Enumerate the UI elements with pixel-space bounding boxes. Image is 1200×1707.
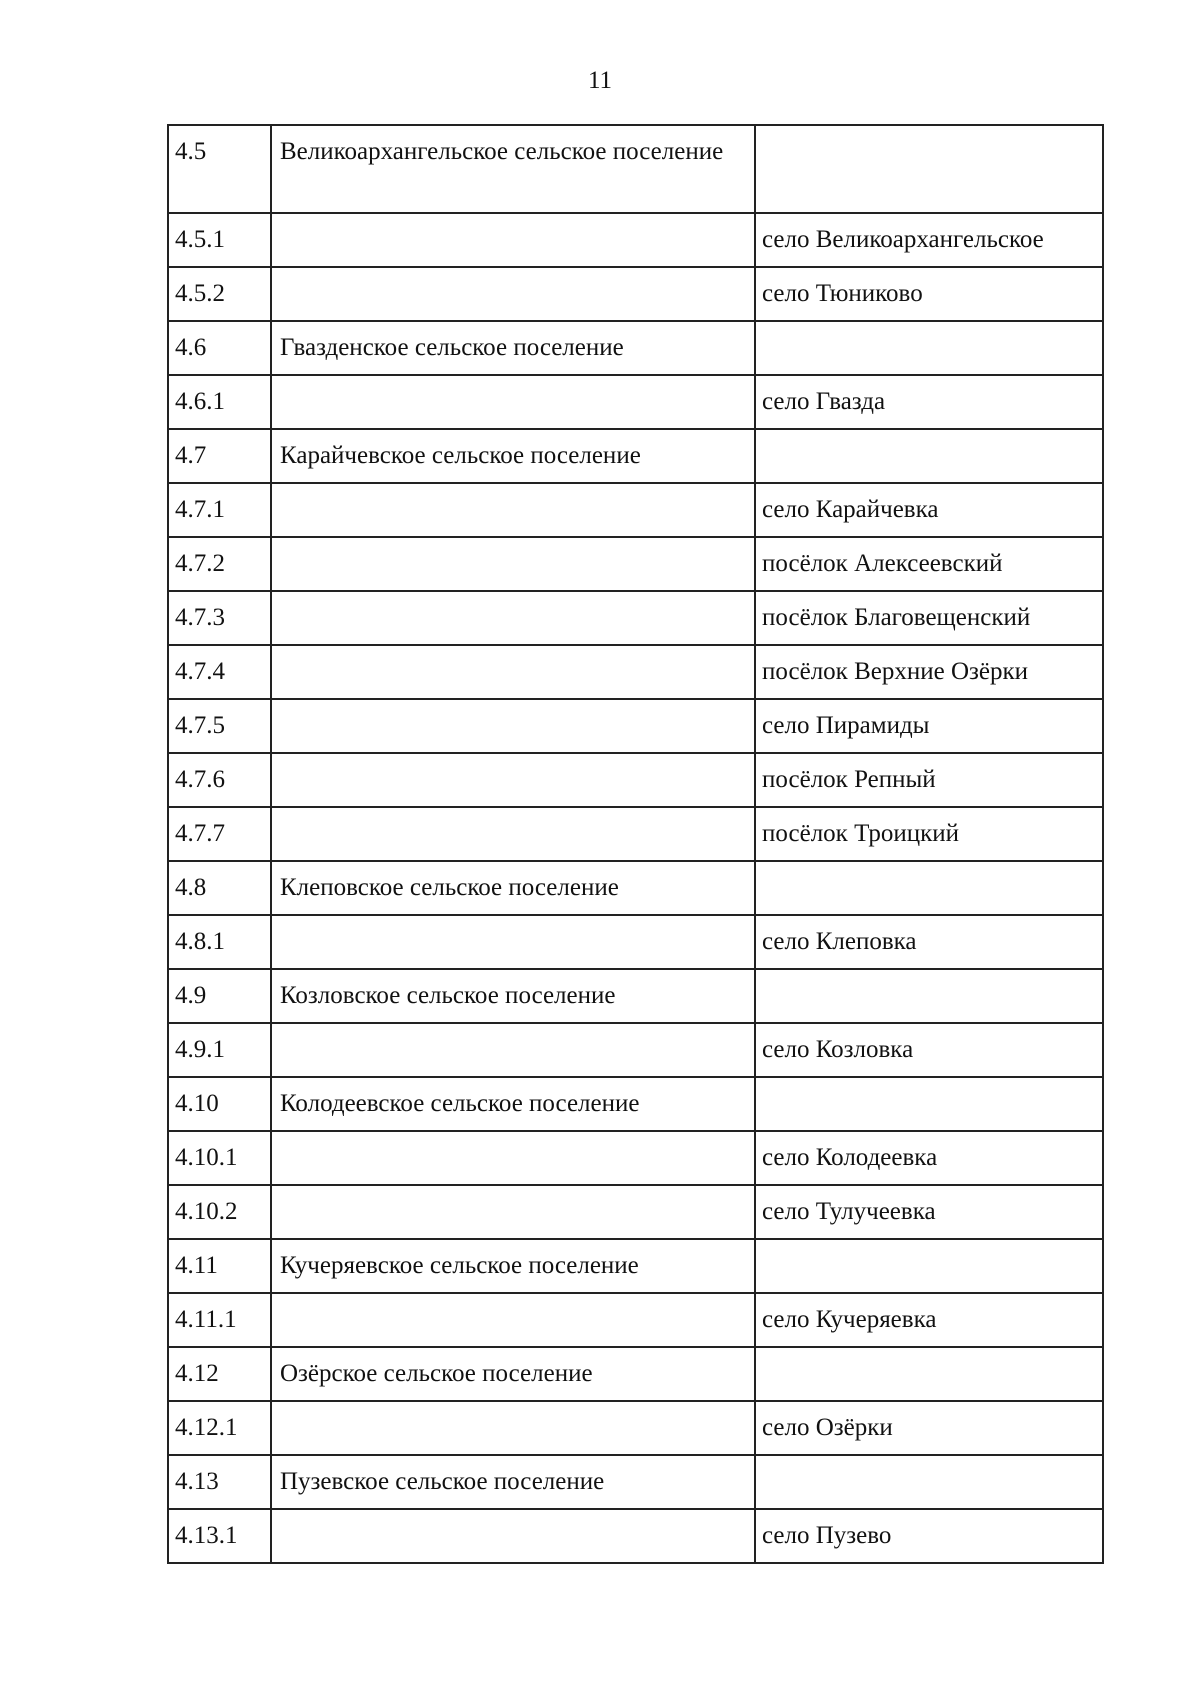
table-row [168, 1293, 1103, 1347]
locality-cell: посёлок Благовещенский [755, 591, 1103, 645]
locality-cell [755, 1347, 1103, 1401]
settlement-name-cell [271, 1185, 755, 1239]
row-number-cell: 4.8.1 [168, 915, 271, 969]
table-row [168, 699, 1103, 753]
locality-cell: село Кучеряевка [755, 1293, 1103, 1347]
table-row [168, 321, 1103, 375]
settlement-name-cell [271, 1401, 755, 1455]
locality-cell: село Тулучеевка [755, 1185, 1103, 1239]
settlement-name-cell [271, 753, 755, 807]
locality-cell: село Тюниково [755, 267, 1103, 321]
table-body [168, 125, 1103, 1563]
locality-cell: село Клеповка [755, 915, 1103, 969]
row-number-cell: 4.8 [168, 861, 271, 915]
settlement-name-cell [271, 483, 755, 537]
table-row [168, 1455, 1103, 1509]
row-number-cell: 4.12 [168, 1347, 271, 1401]
locality-cell [755, 861, 1103, 915]
settlement-name-cell [271, 699, 755, 753]
locality-cell [755, 429, 1103, 483]
row-number-cell: 4.7.6 [168, 753, 271, 807]
table-row [168, 483, 1103, 537]
table-row [168, 969, 1103, 1023]
settlement-name-cell [271, 915, 755, 969]
locality-cell: посёлок Алексеевский [755, 537, 1103, 591]
row-number-cell: 4.9.1 [168, 1023, 271, 1077]
settlement-name-cell [271, 267, 755, 321]
table-row [168, 1185, 1103, 1239]
locality-cell: село Гвазда [755, 375, 1103, 429]
row-number-cell: 4.6 [168, 321, 271, 375]
settlement-name-cell [271, 213, 755, 267]
table-row [168, 1131, 1103, 1185]
table-row [168, 1023, 1103, 1077]
row-number-cell: 4.12.1 [168, 1401, 271, 1455]
row-number-cell: 4.7.1 [168, 483, 271, 537]
table-row [168, 1347, 1103, 1401]
table-row [168, 915, 1103, 969]
locality-cell: посёлок Троицкий [755, 807, 1103, 861]
table-row [168, 1239, 1103, 1293]
locality-cell [755, 1455, 1103, 1509]
row-number-cell: 4.7.5 [168, 699, 271, 753]
row-number-cell: 4.7.4 [168, 645, 271, 699]
row-number-cell: 4.11.1 [168, 1293, 271, 1347]
locality-cell [755, 321, 1103, 375]
row-number-cell: 4.10 [168, 1077, 271, 1131]
row-number-cell: 4.10.2 [168, 1185, 271, 1239]
settlement-name-cell [271, 1293, 755, 1347]
table-row [168, 429, 1103, 483]
settlement-name-cell: Колодеевское сельское поселение [271, 1077, 755, 1131]
locality-cell: село Козловка [755, 1023, 1103, 1077]
table-row [168, 1509, 1103, 1563]
row-number-cell: 4.5.1 [168, 213, 271, 267]
table-row [168, 1401, 1103, 1455]
row-number-cell: 4.13.1 [168, 1509, 271, 1563]
settlement-name-cell: Великоархангельское сельское поселение [271, 125, 755, 213]
settlement-name-cell: Карайчевское сельское поселение [271, 429, 755, 483]
table-row [168, 807, 1103, 861]
settlement-name-cell [271, 645, 755, 699]
settlement-name-cell [271, 537, 755, 591]
row-number-cell: 4.9 [168, 969, 271, 1023]
locality-cell [755, 125, 1103, 213]
settlements-table [167, 124, 1104, 1564]
table-row [168, 375, 1103, 429]
locality-cell: село Озёрки [755, 1401, 1103, 1455]
row-number-cell: 4.6.1 [168, 375, 271, 429]
page-number: 11 [587, 67, 613, 94]
row-number-cell: 4.7 [168, 429, 271, 483]
settlement-name-cell: Клеповское сельское поселение [271, 861, 755, 915]
locality-cell: село Колодеевка [755, 1131, 1103, 1185]
table-row [168, 591, 1103, 645]
locality-cell: село Пузево [755, 1509, 1103, 1563]
locality-cell: село Пирамиды [755, 699, 1103, 753]
settlement-name-cell: Кучеряевское сельское поселение [271, 1239, 755, 1293]
row-number-cell: 4.13 [168, 1455, 271, 1509]
locality-cell: село Карайчевка [755, 483, 1103, 537]
settlement-name-cell: Озёрское сельское поселение [271, 1347, 755, 1401]
settlement-name-cell [271, 1509, 755, 1563]
settlement-name-cell [271, 807, 755, 861]
row-number-cell: 4.7.7 [168, 807, 271, 861]
locality-cell [755, 1239, 1103, 1293]
locality-cell: посёлок Верхние Озёрки [755, 645, 1103, 699]
settlement-name-cell [271, 1131, 755, 1185]
table-row [168, 645, 1103, 699]
locality-cell: село Великоархангельское [755, 213, 1103, 267]
row-number-cell: 4.7.3 [168, 591, 271, 645]
settlement-name-cell [271, 1023, 755, 1077]
row-number-cell: 4.10.1 [168, 1131, 271, 1185]
settlement-name-cell [271, 591, 755, 645]
row-number-cell: 4.5 [168, 125, 271, 213]
table-row [168, 213, 1103, 267]
settlement-name-cell: Пузевское сельское поселение [271, 1455, 755, 1509]
table-row [168, 125, 1103, 213]
table-row [168, 753, 1103, 807]
table-row [168, 861, 1103, 915]
table-row [168, 537, 1103, 591]
settlement-name-cell [271, 375, 755, 429]
table-row [168, 267, 1103, 321]
locality-cell: посёлок Репный [755, 753, 1103, 807]
settlement-name-cell: Гвазденское сельское поселение [271, 321, 755, 375]
row-number-cell: 4.11 [168, 1239, 271, 1293]
locality-cell [755, 969, 1103, 1023]
settlement-name-cell: Козловское сельское поселение [271, 969, 755, 1023]
row-number-cell: 4.5.2 [168, 267, 271, 321]
table-row [168, 1077, 1103, 1131]
locality-cell [755, 1077, 1103, 1131]
row-number-cell: 4.7.2 [168, 537, 271, 591]
